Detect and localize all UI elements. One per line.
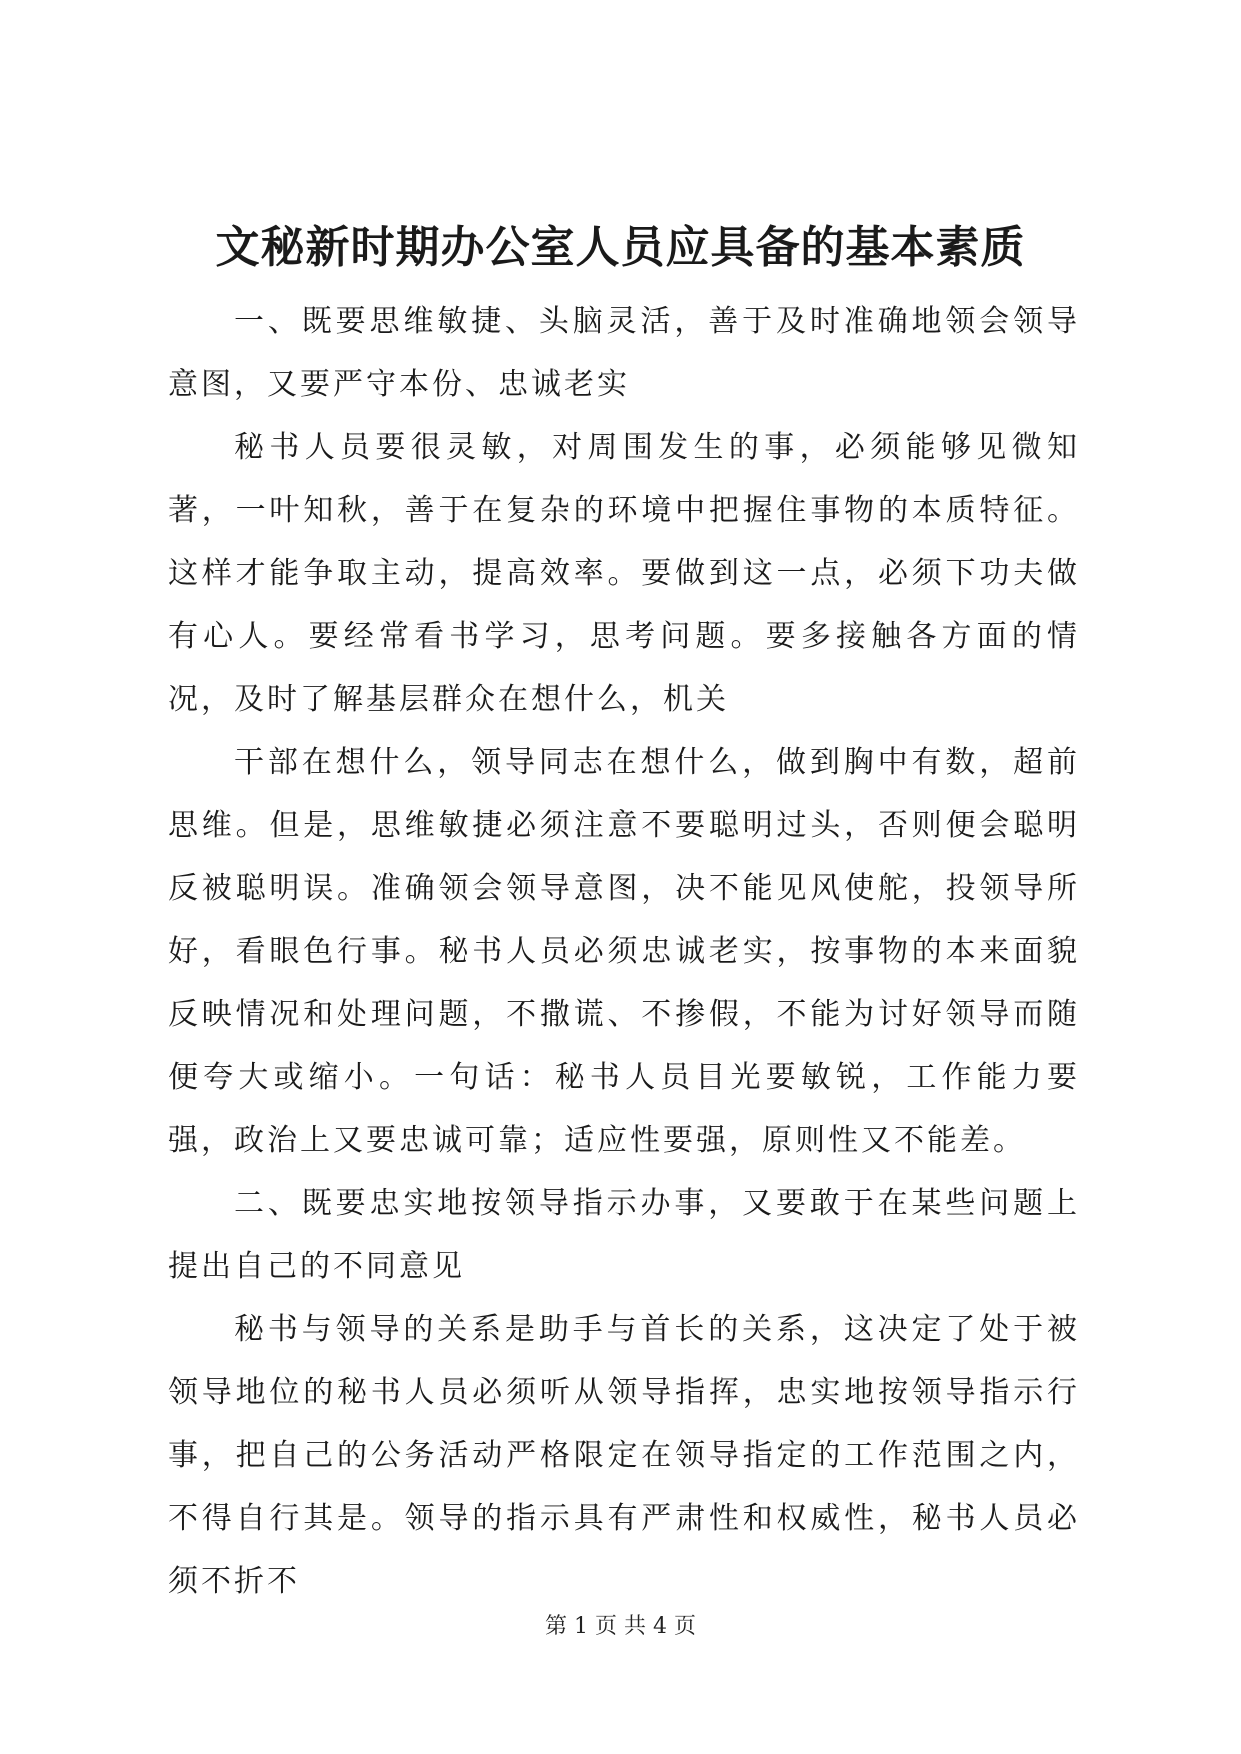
section-heading-1: 一、既要思维敏捷、头脑灵活，善于及时准确地领会领导意图，又要严守本份、忠诚老实: [168, 304, 1080, 402]
document-title: 文秘新时期办公室人员应具备的基本素质: [215, 222, 1026, 273]
document-body: [168, 290, 1080, 1613]
body-paragraph: 干部在想什么，领导同志在想什么，做到胸中有数，超前思维。但是，思维敏捷必须注意不要聪明过头，否则便会聪明反被聪明误。准确领会领导意图，决不能见风使舵，投领导所好，看眼色行事。秘书人员必须忠诚老实，按事物的本来面貌反映情况和处理问题，不撒谎、不掺假，不能为讨好领导而随便夸大或缩小。一句话：秘书人员目光要敏锐，工作能力要强，政治上又要忠诚可靠；适应性要强，原则性又不能差。: [168, 745, 1080, 1158]
body-paragraph: 秘书与领导的关系是助手与首长的关系，这决定了处于被领导地位的秘书人员必须听从领导指挥，忠实地按领导指示行事，把自己的公务活动严格限定在领导指定的工作范围之内，不得自行其是。领导的指示具有严肃性和权威性，秘书人员必须不折不: [168, 1312, 1080, 1599]
section-heading-2: 二、既要忠实地按领导指示办事，又要敢于在某些问题上提出自己的不同意见: [168, 1186, 1080, 1284]
page-number-footer: 第 1 页 共 4 页: [545, 1614, 696, 1639]
body-paragraph: 秘书人员要很灵敏，对周围发生的事，必须能够见微知著，一叶知秋，善于在复杂的环境中把握住事物的本质特征。这样才能争取主动，提高效率。要做到这一点，必须下功夫做有心人。要经常看书学习，思考问题。要多接触各方面的情况，及时了解基层群众在想什么，机关: [168, 430, 1080, 717]
